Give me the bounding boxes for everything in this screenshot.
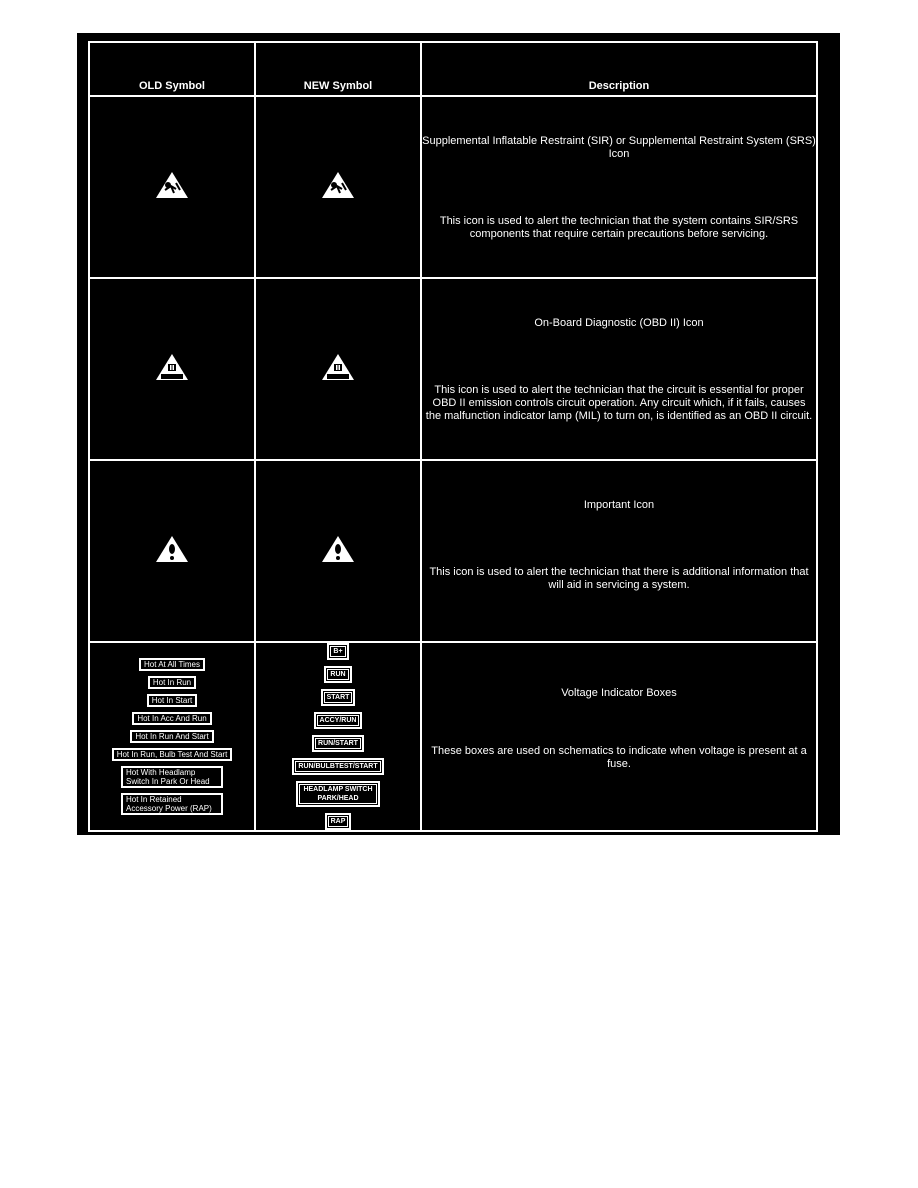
voltage-box: Hot In Start (147, 694, 197, 707)
voltage-box: Hot At All Times (139, 658, 205, 671)
description-body: This icon is used to alert the technician that the circuit is essential for proper OBD II emission controls circuit operation. Any circuit which, if it fails, causes the malfunction indicator lamp (MIL) to turn on, is identified as an OBD II circuit. (425, 384, 813, 422)
obd-ii-warning-icon (154, 352, 190, 382)
voltage-box: RUN/BULBTEST/START (292, 758, 383, 775)
description-title: Important Icon (583, 499, 655, 511)
voltage-box: Hot In Run (148, 676, 196, 689)
symbol-table-panel (77, 33, 840, 835)
table-row (89, 96, 817, 278)
old-symbol-cell (89, 642, 255, 831)
obd-ii-warning-icon (320, 352, 356, 382)
voltage-box: START (321, 689, 356, 706)
table-row (89, 278, 817, 460)
voltage-box: Hot In Retained Accessory Power (RAP) (121, 793, 223, 815)
sir-srs-warning-icon (154, 170, 190, 200)
important-exclamation-icon (154, 534, 190, 564)
voltage-box: Hot In Acc And Run (132, 712, 211, 725)
old-voltage-box-list (90, 658, 254, 815)
voltage-box: Hot In Run And Start (130, 730, 213, 743)
description-cell (421, 642, 817, 831)
description-cell (421, 96, 817, 278)
voltage-box: HEADLAMP SWITCH PARK/HEAD (296, 781, 380, 807)
description-body: This icon is used to alert the technician that there is additional information that will aid in servicing a system. (429, 566, 809, 591)
new-symbol-cell (255, 642, 421, 831)
voltage-box: Hot In Run, Bulb Test And Start (112, 748, 233, 761)
new-voltage-box-list (256, 643, 420, 830)
new-symbol-cell (255, 96, 421, 278)
header-old-symbol: OLD Symbol (89, 42, 255, 96)
description-body: This icon is used to alert the technician that the system contains SIR/SRS components that require certain precautions before servicing. (439, 215, 799, 240)
table-row (89, 460, 817, 642)
sir-srs-warning-icon (320, 170, 356, 200)
description-title: Supplemental Inflatable Restraint (SIR) or Supplemental Restraint System (SRS) Icon (422, 135, 816, 160)
description-title: On-Board Diagnostic (OBD II) Icon (534, 317, 704, 329)
voltage-box: ACCY/RUN (314, 712, 363, 729)
description-cell (421, 460, 817, 642)
voltage-box: RAP (325, 813, 352, 830)
description-cell (421, 278, 817, 460)
important-exclamation-icon (320, 534, 356, 564)
old-symbol-cell (89, 96, 255, 278)
table-row (89, 642, 817, 831)
new-symbol-cell (255, 460, 421, 642)
header-description: Description (421, 42, 817, 96)
description-body: These boxes are used on schematics to indicate when voltage is present at a fuse. (431, 745, 807, 770)
header-new-symbol: NEW Symbol (255, 42, 421, 96)
voltage-box: RUN (324, 666, 351, 683)
symbol-table (88, 41, 818, 832)
voltage-box: B+ (327, 643, 348, 660)
old-symbol-cell (89, 278, 255, 460)
description-title: Voltage Indicator Boxes (561, 687, 677, 699)
voltage-box: Hot With Headlamp Switch In Park Or Head (121, 766, 223, 788)
voltage-box: RUN/START (312, 735, 364, 752)
new-symbol-cell (255, 278, 421, 460)
old-symbol-cell (89, 460, 255, 642)
header-row (89, 42, 817, 96)
